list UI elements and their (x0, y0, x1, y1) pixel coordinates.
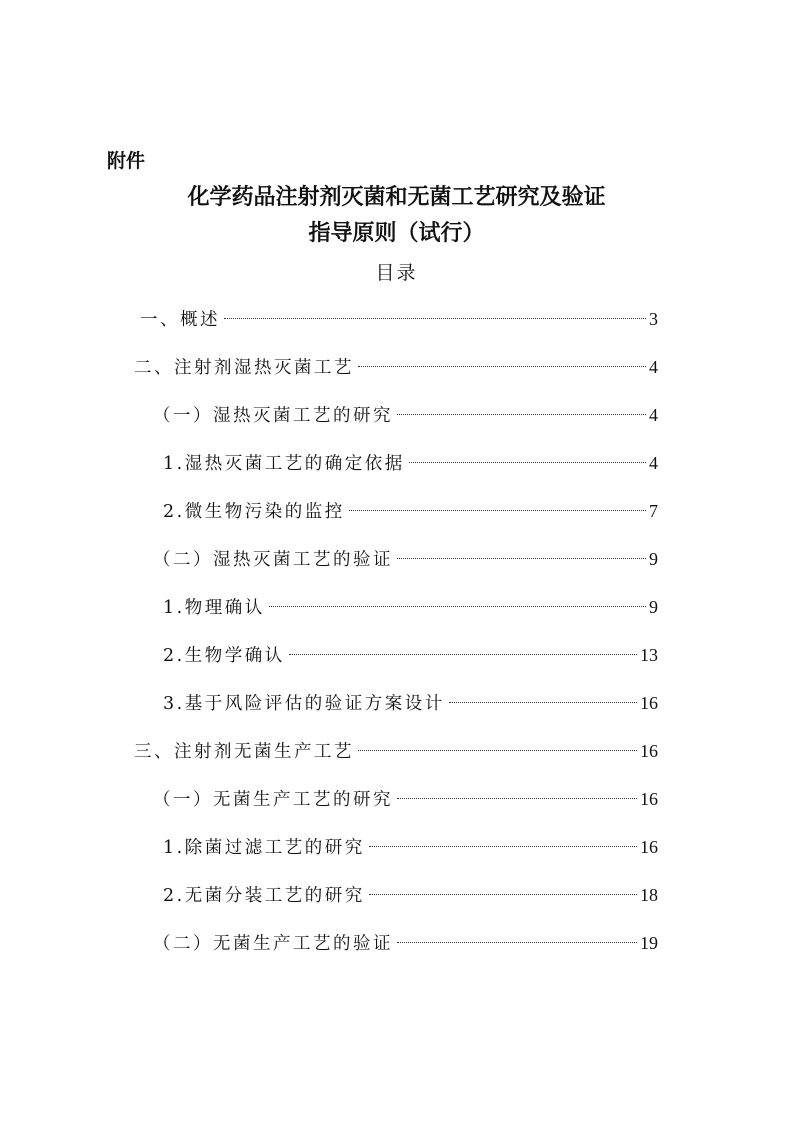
toc-page-number: 4 (649, 453, 658, 473)
toc-entry-moist-heat-sterilization[interactable] (134, 352, 658, 382)
toc-entry-label: 1.除菌过滤工艺的研究 (163, 838, 365, 858)
toc-page-number: 3 (649, 309, 658, 329)
attachment-label: 附件 (107, 150, 146, 172)
toc-page-number: 16 (640, 837, 658, 857)
toc-dot-leader (397, 798, 637, 799)
document-title-line-1: 化学药品注射剂灭菌和无菌工艺研究及验证 (187, 185, 606, 210)
toc-dot-leader (397, 558, 646, 559)
toc-page-number: 9 (649, 597, 658, 617)
toc-entry-label: 2.微生物污染的监控 (163, 502, 345, 522)
toc-entry-microbial-monitoring[interactable] (163, 496, 658, 526)
toc-page-number: 16 (640, 789, 658, 809)
toc-entry-label: 三、注射剂无菌生产工艺 (134, 742, 354, 762)
toc-entry-label: （一）湿热灭菌工艺的研究 (153, 406, 393, 426)
toc-entry-moist-heat-research[interactable] (153, 400, 658, 430)
toc-dot-leader (349, 510, 646, 511)
toc-dot-leader (369, 846, 637, 847)
toc-dot-leader (449, 702, 637, 703)
toc-entry-label: （二）无菌生产工艺的验证 (153, 934, 393, 954)
toc-entry-physical-qualification[interactable] (163, 592, 658, 622)
toc-dot-leader (409, 462, 646, 463)
toc-entry-label: 3.基于风险评估的验证方案设计 (163, 694, 445, 714)
toc-entry-aseptic-process[interactable] (134, 736, 658, 766)
toc-dot-leader (397, 414, 646, 415)
toc-entry-risk-based-validation[interactable] (163, 688, 658, 718)
toc-page-number: 4 (649, 405, 658, 425)
toc-entry-determination-basis[interactable] (163, 448, 658, 478)
toc-page-number: 13 (640, 645, 658, 665)
toc-entry-moist-heat-validation[interactable] (153, 544, 658, 574)
toc-dot-leader (358, 366, 646, 367)
toc-entry-label: 1.湿热灭菌工艺的确定依据 (163, 454, 405, 474)
toc-page-number: 4 (649, 357, 658, 377)
toc-entry-label: 1.物理确认 (163, 598, 265, 618)
toc-dot-leader (269, 606, 646, 607)
toc-page-number: 7 (649, 501, 658, 521)
toc-heading: 目录 (375, 262, 418, 284)
toc-page-number: 18 (640, 885, 658, 905)
toc-entry-aseptic-research[interactable] (153, 784, 658, 814)
document-title-line-2: 指导原则（试行） (308, 221, 485, 246)
toc-page-number: 16 (640, 741, 658, 761)
toc-entry-label: 一、概述 (140, 310, 220, 330)
toc-page-number: 16 (640, 693, 658, 713)
toc-page-number: 19 (640, 933, 658, 953)
toc-entry-label: 2.生物学确认 (163, 646, 285, 666)
toc-dot-leader (358, 750, 637, 751)
toc-dot-leader (289, 654, 637, 655)
toc-entry-biological-qualification[interactable] (163, 640, 658, 670)
toc-dot-leader (224, 318, 646, 319)
toc-entry-aseptic-filling[interactable] (163, 880, 658, 910)
toc-entry-aseptic-validation[interactable] (153, 928, 658, 958)
toc-page-number: 9 (649, 549, 658, 569)
toc-dot-leader (397, 942, 637, 943)
toc-entry-sterile-filtration[interactable] (163, 832, 658, 862)
toc-entry-overview[interactable] (140, 304, 658, 334)
toc-entry-label: 2.无菌分装工艺的研究 (163, 886, 365, 906)
toc-entry-label: （一）无菌生产工艺的研究 (153, 790, 393, 810)
toc-dot-leader (369, 894, 637, 895)
toc-entry-label: 二、注射剂湿热灭菌工艺 (134, 358, 354, 378)
toc-entry-label: （二）湿热灭菌工艺的验证 (153, 550, 393, 570)
